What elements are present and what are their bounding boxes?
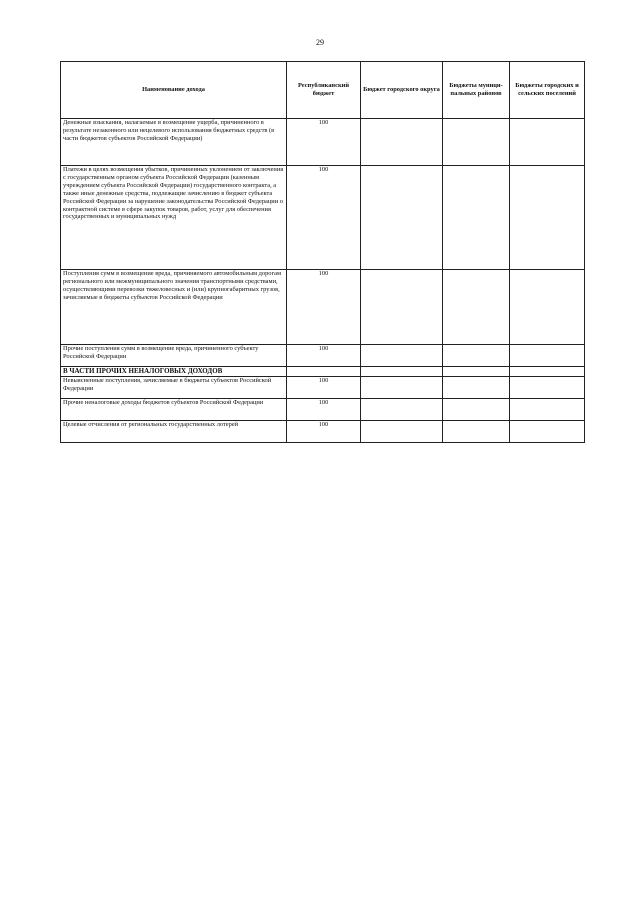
table-row — [61, 345, 585, 367]
row-municipal-value — [443, 377, 510, 399]
revenue-distribution-table — [60, 61, 585, 443]
row-municipal-value — [443, 119, 510, 166]
section-row — [61, 367, 585, 377]
row-settlements-value — [510, 166, 585, 270]
row-settlements-value — [510, 399, 585, 421]
row-settlements-value — [510, 345, 585, 367]
row-name: Прочие неналоговые доходы бюджетов субъектов Российской Федерации — [61, 399, 287, 421]
row-city-value — [361, 345, 443, 367]
table-row — [61, 270, 585, 345]
page-number: 29 — [316, 38, 324, 47]
table-row — [61, 421, 585, 443]
header-settlements: Бюджеты городских и сельских поселений — [510, 62, 585, 119]
row-name: Целевые отчисления от региональных государственных лотерей — [61, 421, 287, 443]
row-name: Прочие поступления сумм в возмещение вреда, причиненного субъекту Российской Федерации — [61, 345, 287, 367]
header-republic: Республиканский бюджет — [287, 62, 361, 119]
row-city-value — [361, 421, 443, 443]
row-settlements-value — [510, 421, 585, 443]
row-republic-value: 100 — [287, 119, 361, 166]
table-header-row — [61, 62, 585, 119]
row-settlements-value — [510, 270, 585, 345]
row-name: Невыясненные поступления, зачисляемые в бюджеты субъектов Российской Федерации — [61, 377, 287, 399]
row-municipal-value — [443, 166, 510, 270]
row-city-value — [361, 399, 443, 421]
row-municipal-value — [443, 345, 510, 367]
row-city-value — [361, 166, 443, 270]
table-row — [61, 399, 585, 421]
row-settlements-value — [510, 119, 585, 166]
section-cell — [510, 367, 585, 377]
table-row — [61, 377, 585, 399]
row-city-value — [361, 119, 443, 166]
section-cell — [287, 367, 361, 377]
row-city-value — [361, 270, 443, 345]
header-name: Наименование дохода — [61, 62, 287, 119]
header-municipal: Бюджеты муници-пальных районов — [443, 62, 510, 119]
row-republic-value: 100 — [287, 166, 361, 270]
section-cell — [361, 367, 443, 377]
section-title: В ЧАСТИ ПРОЧИХ НЕНАЛОГОВЫХ ДОХОДОВ — [61, 367, 287, 377]
row-settlements-value — [510, 377, 585, 399]
section-cell — [443, 367, 510, 377]
header-city: Бюджет городского округа — [361, 62, 443, 119]
row-city-value — [361, 377, 443, 399]
row-republic-value: 100 — [287, 345, 361, 367]
row-municipal-value — [443, 270, 510, 345]
row-name: Поступления сумм в возмещение вреда, причиняемого автомобильным дорогам регионального или межмуниципального значения транспортными средствами, осуществляющими перевозки тяжеловесных и (или) крупногабаритных грузов, зачисляемые в бюджеты субъектов Российской Федерации — [61, 270, 287, 345]
row-republic-value: 100 — [287, 421, 361, 443]
row-municipal-value — [443, 399, 510, 421]
row-republic-value: 100 — [287, 377, 361, 399]
row-municipal-value — [443, 421, 510, 443]
table-row — [61, 119, 585, 166]
row-name: Денежные взыскания, налагаемые в возмещение ущерба, причиненного в результате незаконного или нецелевого использования бюджетных средств (в части бюджетов субъектов Российской Федерации) — [61, 119, 287, 166]
table-row — [61, 166, 585, 270]
row-republic-value: 100 — [287, 270, 361, 345]
row-republic-value: 100 — [287, 399, 361, 421]
row-name: Платежи в целях возмещения убытков, причиненных уклонением от заключения с государственным органом субъекта Российской Федерации (казенным учреждением субъекта Российской Федерации) государственного контракта, а также иные денежные средства, подлежащие зачислению в бюджет субъекта Российской Федерации за нарушение законодательства Российской Федерации о контрактной системе в сфере закупок товаров, работ, услуг для обеспечения государственных и муниципальных нужд — [61, 166, 287, 270]
